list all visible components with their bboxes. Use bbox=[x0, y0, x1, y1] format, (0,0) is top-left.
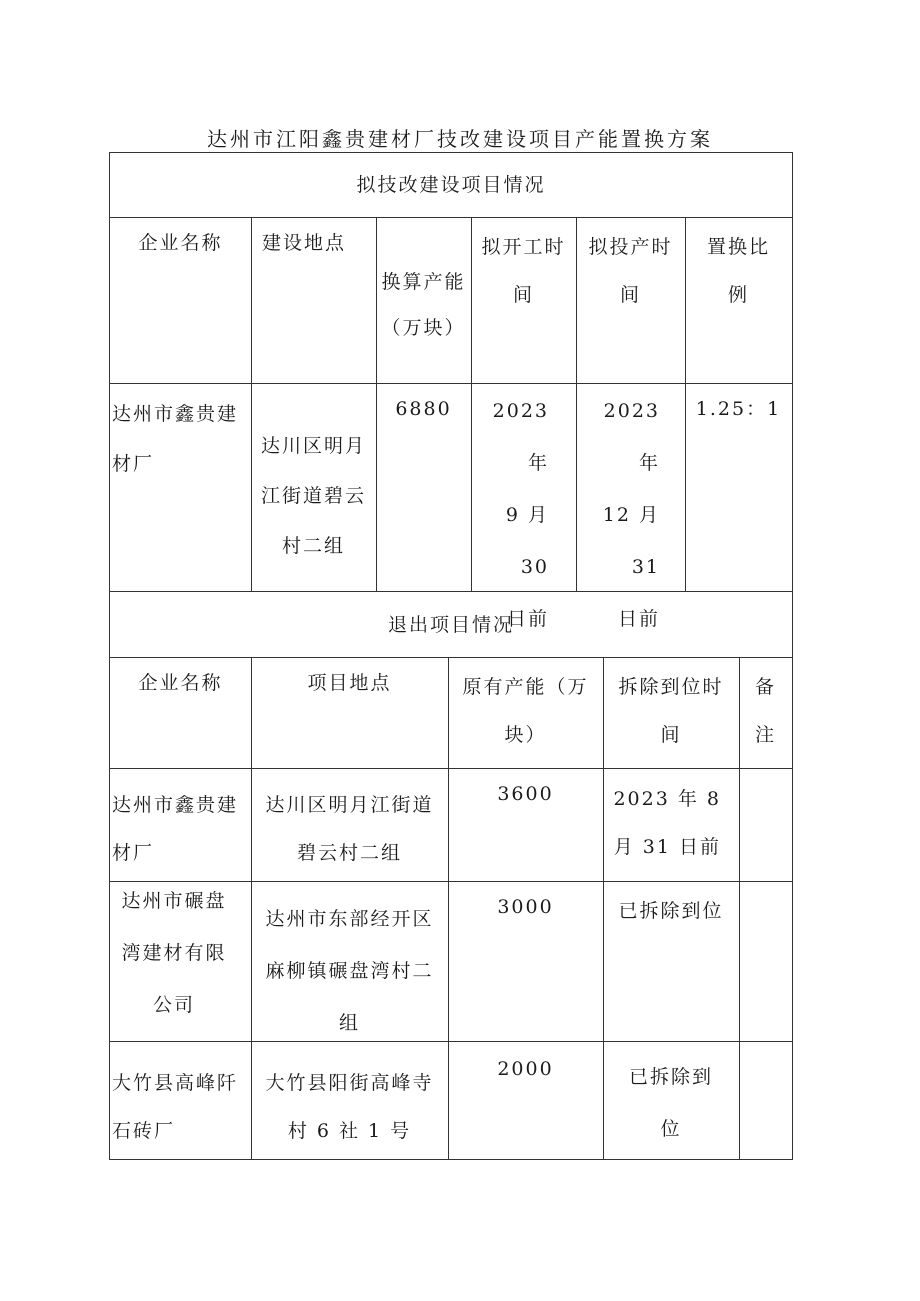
capacity-replacement-table bbox=[109, 152, 793, 1160]
header-production-time: 拟投产时 间 bbox=[588, 236, 673, 306]
exit-row-location: 达州市东部经开区 麻柳镇碾盘湾村二 组 bbox=[265, 908, 434, 1034]
exit-row-demolish-time: 已拆除到位 bbox=[618, 900, 724, 922]
header-company: 企业名称 bbox=[138, 232, 223, 254]
row-divider bbox=[110, 1041, 792, 1042]
proposed-start-time: 2023 年 9 月 30 日前 bbox=[492, 400, 549, 630]
header-replacement-ratio: 置换比 例 bbox=[706, 236, 770, 306]
exit-header-location: 项目地点 bbox=[307, 672, 392, 694]
proposed-section-title: 拟技改建设项目情况 bbox=[356, 174, 546, 196]
exit-row-location: 达川区明月江街道 碧云村二组 bbox=[265, 794, 434, 864]
row-divider bbox=[110, 591, 792, 592]
exit-row-company: 达州市碾盘 湾建材有限 公司 bbox=[121, 890, 227, 1016]
exit-header-demolish-time: 拆除到位时 间 bbox=[618, 676, 724, 746]
proposed-capacity: 6880 bbox=[395, 398, 452, 420]
header-capacity: 换算产能 （万块） bbox=[381, 271, 466, 339]
row-divider bbox=[110, 768, 792, 769]
exit-row-demolish-time: 2023 年 8 月 31 日前 bbox=[613, 788, 721, 858]
exit-row-capacity: 3600 bbox=[497, 783, 554, 805]
exit-row-capacity: 3000 bbox=[497, 896, 554, 918]
exit-row-location: 大竹县阳街高峰寺 村 6 社 1 号 bbox=[265, 1072, 434, 1142]
proposed-company: 达州市鑫贵建 材厂 bbox=[112, 403, 239, 475]
document-title: 达州市江阳鑫贵建材厂技改建设项目产能置换方案 bbox=[207, 127, 713, 151]
exit-header-note: 备 注 bbox=[754, 676, 776, 746]
exit-section-title: 退出项目情况 bbox=[387, 614, 514, 636]
exit-header-capacity: 原有产能（万 块） bbox=[462, 676, 589, 746]
exit-row-company: 大竹县高峰阡 石砖厂 bbox=[112, 1072, 239, 1142]
proposed-location: 达川区明月 江街道碧云 村二组 bbox=[260, 435, 366, 557]
exit-header-company: 企业名称 bbox=[138, 672, 223, 694]
proposed-production-time: 2023 年 12 月 31 日前 bbox=[602, 400, 660, 630]
exit-row-company: 达州市鑫贵建 材厂 bbox=[112, 794, 239, 864]
proposed-ratio: 1.25：1 bbox=[695, 398, 782, 420]
header-location: 建设地点 bbox=[262, 232, 347, 254]
header-start-time: 拟开工时 间 bbox=[481, 236, 566, 306]
exit-row-capacity: 2000 bbox=[497, 1058, 554, 1080]
exit-row-demolish-time: 已拆除到 位 bbox=[628, 1066, 713, 1140]
